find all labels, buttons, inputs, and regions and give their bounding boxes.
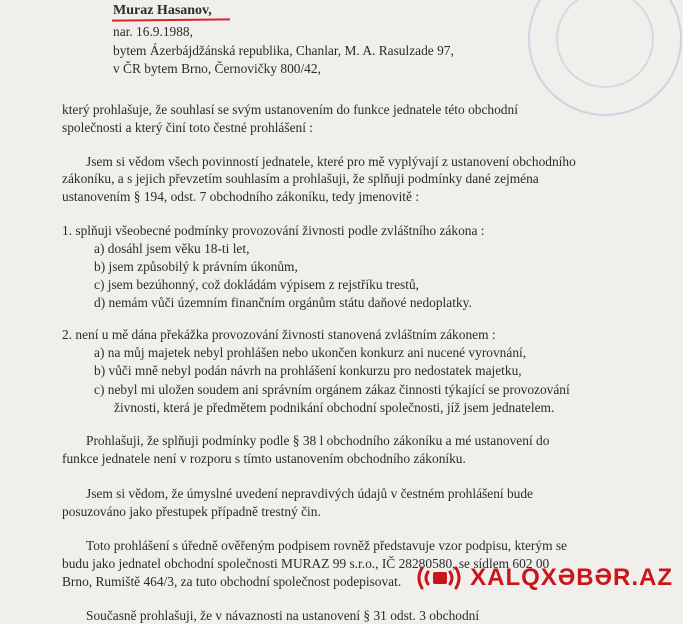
list-heading: 2. není u mě dána překážka provozování živnosti stanovená zvláštním zákonem : [62,327,496,342]
birth-date: nar. 16.9.1988, [113,24,193,39]
list-item: a) na můj majetek nebyl prohlášen nebo ukončen konkurz ani nucené vyrovnání, [94,345,527,360]
list-item: c) nebyl mi uložen soudem ani správním orgánem zákaz činnosti týkající se provozování [94,382,570,397]
paragraph-line: Jsem si vědom, že úmyslné uvedení nepravdivých údajů v čestném prohlášení bude [86,486,533,501]
site-watermark [414,562,673,594]
paragraph-line: Jsem si vědom všech povinností jednatele, které pro mě vyplývají z ustanovení obchodního [86,154,576,169]
broadcast-icon [414,562,464,594]
list-item: b) vůči mně nebyl podán návrh na prohlášení konkurzu pro nedostatek majetku, [94,363,522,378]
paragraph-line: zákoníku, a s jejich převzetím souhlasím a prohlašuji, že splňuji podmínky dané zejména [62,171,539,186]
paragraph-line: budu jako jednatel obchodní společnosti MURAZ 99 s.r.o., IČ 28280580, se sídlem 602 00 [62,556,550,571]
paragraph-line: který prohlašuje, že souhlasí se svým ustanovením do funkce jednatele této obchodní [62,102,518,117]
person-name: Muraz Hasanov, [113,3,212,18]
paragraph-line: ustanovením § 194, odst. 7 obchodního zákoníku, tedy jmenovitě : [62,189,420,204]
list-item: a) dosáhl jsem věku 18-ti let, [94,241,250,256]
list-heading: 1. splňuji všeobecné podmínky provozování živnosti podle zvláštního zákona : [62,223,485,238]
name-underline [112,18,230,21]
paragraph-line: Prohlašuji, že splňuji podmínky podle § 38 l obchodního zákoníku a mé ustanovení do [86,433,550,448]
list-item: živnosti, která je předmětem podnikání obchodní společnosti, jíž jsem jednatelem. [114,400,555,415]
home-address: bytem Ázerbájdžánská republika, Chanlar, M. A. Rasulzade 97, [113,43,454,58]
paragraph-line: Brno, Rumiště 464/3, za tuto obchodní společnost podepisovat. [62,574,402,589]
paragraph-line: společnosti a který činí toto čestné prohlášení : [62,120,314,135]
czech-address: v ČR bytem Brno, Černovičky 800/42, [113,61,321,76]
paragraph-line: Současně prohlašuji, že v návaznosti na ustanovení § 31 odst. 3 obchodní [86,608,480,623]
paragraph-line: posuzováno jako přestupek případně trestný čin. [62,504,321,519]
paragraph-line: funkce jednatele není v rozporu s tímto ustanovením obchodního zákoníku. [62,451,466,466]
paragraph-line: Toto prohlášení s úředně ověřeným podpisem rovněž představuje vzor podpisu, kterým se [86,538,568,553]
list-item: d) nemám vůči územním finančním orgánům státu daňové nedoplatky. [94,295,472,310]
list-item: c) jsem bezúhonný, což dokládám výpisem z rejstříku trestů, [94,277,420,292]
list-item: b) jsem způsobilý k právním úkonům, [94,259,298,274]
watermark-text: XALQXƏBƏR.AZ [470,564,673,591]
